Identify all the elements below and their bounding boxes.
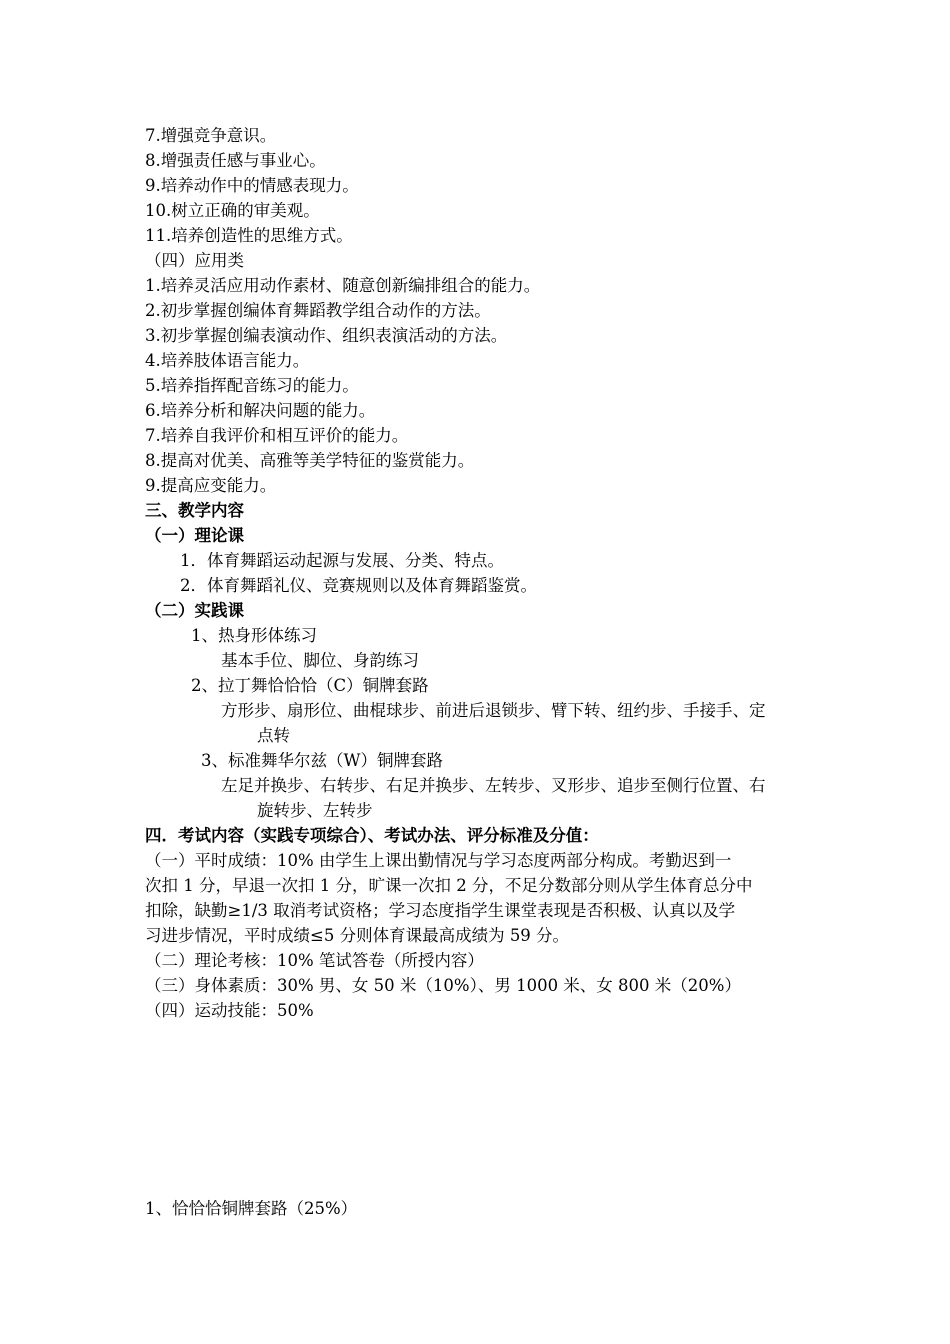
apply-item: 5.培养指挥配音练习的能力。: [145, 376, 359, 395]
practice-item-title: 1、热身形体练习: [191, 626, 317, 645]
goal-item: 10.树立正确的审美观。: [145, 201, 320, 220]
apply-item: 1.培养灵活应用动作素材、随意创新编排组合的能力。: [145, 276, 541, 295]
usual-score-line: （一）平时成绩：10% 由学生上课出勤情况与学习态度两部分构成。考勤迟到一: [145, 851, 732, 870]
apply-item: 4.培养肢体语言能力。: [145, 351, 310, 370]
practice-item-desc-cont: 点转: [257, 726, 290, 745]
chacha-line: 1、恰恰恰铜牌套路（25%）: [145, 1199, 358, 1218]
practice-item-desc-cont: 旋转步、左转步: [257, 801, 373, 820]
goal-item: 9.培养动作中的情感表现力。: [145, 176, 359, 195]
apply-item: 7.培养自我评价和相互评价的能力。: [145, 426, 409, 445]
practice-item-desc: 基本手位、脚位、身韵练习: [221, 651, 419, 670]
apply-item: 6.培养分析和解决问题的能力。: [145, 401, 376, 420]
apply-item: 9.提高应变能力。: [145, 476, 277, 495]
theory-heading: （一）理论课: [145, 526, 244, 545]
theory-exam-line: （二）理论考核：10% 笔试答卷（所授内容）: [145, 951, 484, 970]
apply-item: 3.初步掌握创编表演动作、组织表演活动的方法。: [145, 326, 508, 345]
apply-item: 8.提高对优美、高雅等美学特征的鉴赏能力。: [145, 451, 475, 470]
goal-item: 7.增强竞争意识。: [145, 126, 277, 145]
usual-score-line: 扣除，缺勤≥1/3 取消考试资格；学习态度指学生课堂表现是否积极、认真以及学: [145, 901, 736, 920]
section-heading-exam: 四．考试内容（实践专项综合）、考试办法、评分标准及分值：: [145, 826, 599, 845]
skills-line: （四）运动技能：50%: [145, 1001, 314, 1020]
theory-item: 2．体育舞蹈礼仪、竞赛规则以及体育舞蹈鉴赏。: [180, 576, 537, 595]
practice-item-title: 2、拉丁舞恰恰恰（C）铜牌套路: [191, 676, 429, 695]
practice-item-title: 3、标准舞华尔兹（W）铜牌套路: [201, 751, 443, 770]
usual-score-line: 次扣 1 分，早退一次扣 1 分，旷课一次扣 2 分，不足分数部分则从学生体育总分中: [145, 876, 753, 895]
fitness-line: （三）身体素质：30% 男、女 50 米（10%）、男 1000 米、女 800 米（20%）: [145, 976, 741, 995]
usual-score-line: 习进步情况，平时成绩≤5 分则体育课最高成绩为 59 分。: [145, 926, 570, 945]
practice-heading: （二）实践课: [145, 601, 244, 620]
practice-item-desc: 左足并换步、右转步、右足并换步、左转步、叉形步、追步至侧行位置、右: [221, 776, 766, 795]
theory-item: 1．体育舞蹈运动起源与发展、分类、特点。: [180, 551, 504, 570]
practice-item-desc: 方形步、扇形位、曲棍球步、前进后退锁步、臂下转、纽约步、手接手、定: [221, 701, 766, 720]
apply-heading: （四）应用类: [145, 251, 244, 270]
apply-item: 2.初步掌握创编体育舞蹈教学组合动作的方法。: [145, 301, 491, 320]
goal-item: 11.培养创造性的思维方式。: [145, 226, 353, 245]
goal-item: 8.增强责任感与事业心。: [145, 151, 326, 170]
section-heading-teaching-content: 三、教学内容: [145, 501, 244, 520]
